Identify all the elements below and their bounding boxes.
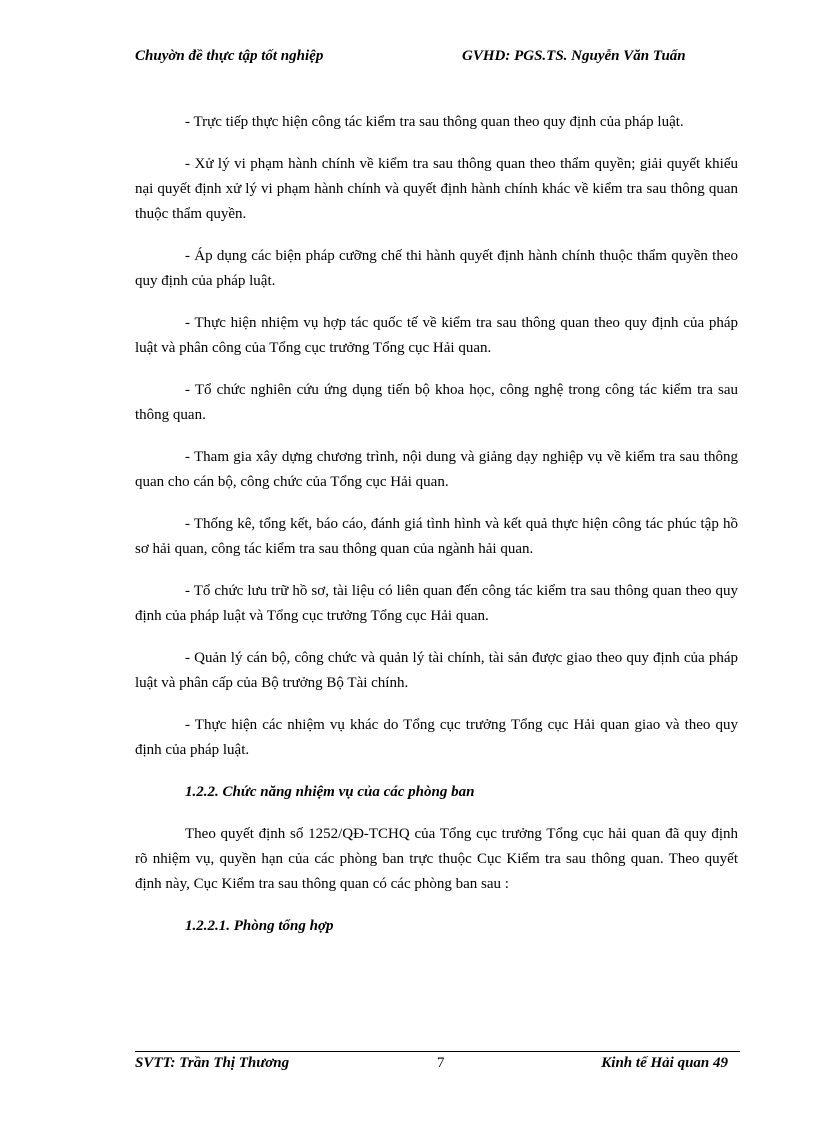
footer-class: Kinh tế Hải quan 49 — [601, 1055, 728, 1071]
paragraph-7: - Thống kê, tổng kết, báo cáo, đánh giá tình hình và kết quả thực hiện công tác phúc tập hồ sơ hải quan, công tác kiểm tra sau thông quan của ngành hải quan. — [135, 516, 738, 557]
page-number: 7 — [437, 1055, 445, 1071]
paragraph-6: - Tham gia xây dựng chương trình, nội dung và giảng dạy nghiệp vụ về kiểm tra sau thông quan cho cán bộ, công chức của Tổng cục Hải quan. — [135, 449, 738, 490]
page-body — [135, 110, 738, 956]
paragraph-1: - Trực tiếp thực hiện công tác kiểm tra sau thông quan theo quy định của pháp luật. — [185, 114, 684, 130]
footer-divider — [135, 1051, 740, 1052]
paragraph-3: - Áp dụng các biện pháp cưỡng chế thi hành quyết định hành chính thuộc thẩm quyền theo quy định của pháp luật. — [135, 248, 738, 289]
paragraph-5: - Tổ chức nghiên cứu ứng dụng tiến bộ khoa học, công nghệ trong công tác kiểm tra sau thông quan. — [135, 382, 738, 423]
section-heading-1-2-2: 1.2.2. Chức năng nhiệm vụ của các phòng ban — [185, 784, 475, 800]
header-advisor: GVHD: PGS.TS. Nguyễn Văn Tuấn — [462, 48, 686, 64]
footer-student: SVTT: Trần Thị Thương — [135, 1055, 290, 1071]
paragraph-intro-departments: Theo quyết định số 1252/QĐ-TCHQ của Tổng cục trưởng Tổng cục hải quan đã quy định rõ nhiệm vụ, quyền hạn của các phòng ban trực thuộc Cục Kiểm tra sau thông quan. Theo quyết định này, Cục Kiểm tra sau thông quan có các phòng ban sau : — [135, 826, 738, 892]
paragraph-8: - Tổ chức lưu trữ hồ sơ, tài liệu có liên quan đến công tác kiểm tra sau thông quan theo quy định của pháp luật và Tổng cục trưởng Tổng cục Hải quan. — [135, 583, 738, 624]
page-header — [135, 48, 735, 72]
paragraph-9: - Quản lý cán bộ, công chức và quản lý tài chính, tài sản được giao theo quy định của pháp luật và phân cấp của Bộ trưởng Bộ Tài chính. — [135, 650, 738, 691]
header-title: Chuyờn đề thực tập tốt nghiệp — [135, 48, 324, 64]
section-heading-1-2-2-1: 1.2.2.1. Phòng tổng hợp — [185, 918, 334, 934]
paragraph-4: - Thực hiện nhiệm vụ hợp tác quốc tế về kiểm tra sau thông quan theo quy định của pháp luật và phân công của Tổng cục trưởng Tổng cục Hải quan. — [135, 315, 738, 356]
page-footer — [135, 1055, 740, 1079]
paragraph-10: - Thực hiện các nhiệm vụ khác do Tổng cục trưởng Tổng cục Hải quan giao và theo quy định của pháp luật. — [135, 717, 738, 758]
paragraph-2: - Xử lý vi phạm hành chính về kiểm tra sau thông quan theo thẩm quyền; giải quyết khiếu nại quyết định xử lý vi phạm hành chính và quyết định hành chính khác về kiểm tra sau thông quan thuộc thẩm quyền. — [135, 156, 738, 222]
